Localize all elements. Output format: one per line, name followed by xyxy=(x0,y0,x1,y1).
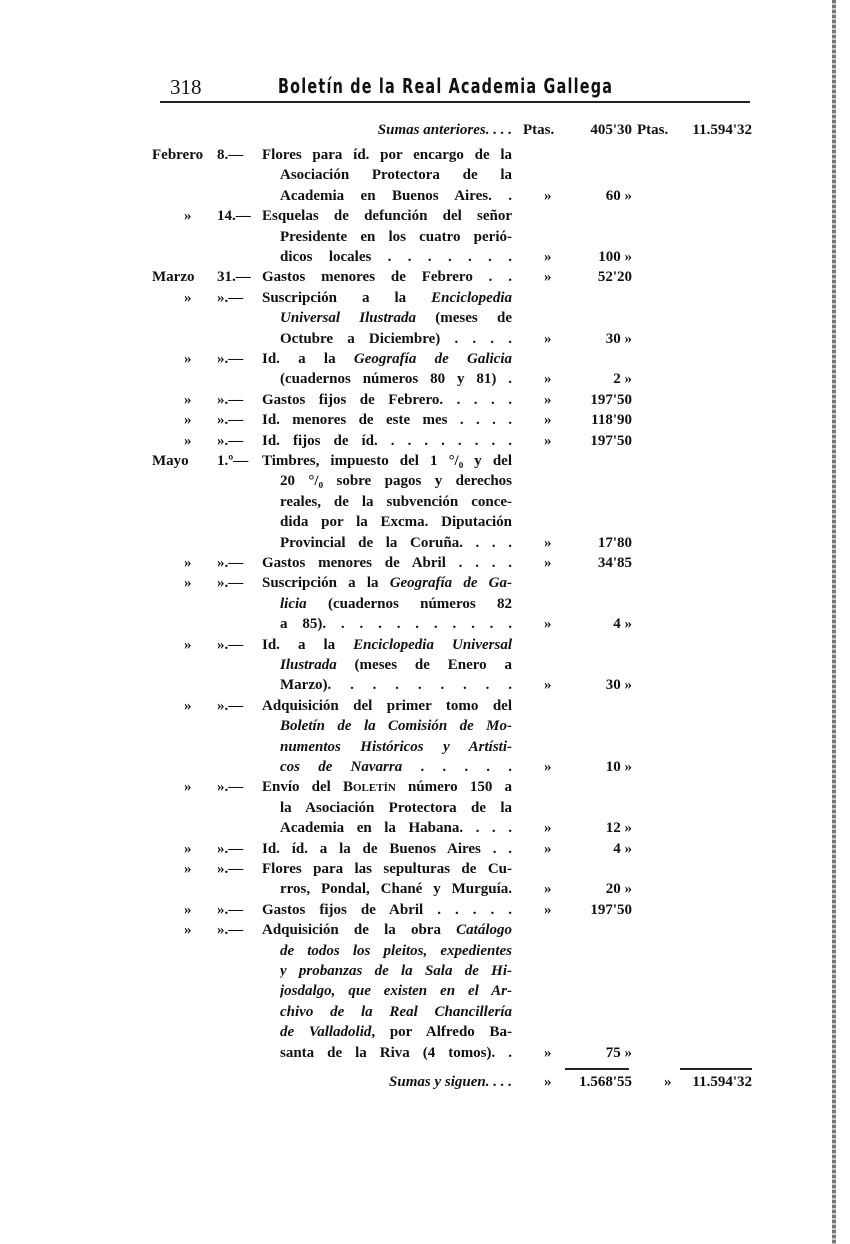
text-segment: Provincial de la Coruña. . . . xyxy=(280,534,512,551)
entry-text xyxy=(280,1022,512,1042)
text-segment: Suscripción a la xyxy=(262,289,432,306)
entry-month: » xyxy=(184,901,192,918)
entry-day: ».— xyxy=(217,840,244,857)
entry-text xyxy=(262,267,512,287)
totals-ditto-2: » xyxy=(664,1074,672,1090)
entry-text xyxy=(280,533,512,553)
text-segment: 20 °/₀ sobre pagos y derechos xyxy=(280,473,512,490)
entry-amount: 10 » xyxy=(605,759,632,775)
entry-text xyxy=(280,798,512,818)
text-segment: Id. fijos de íd. . . . . . . . . xyxy=(262,432,512,449)
entry-ditto: » xyxy=(544,616,552,633)
entry-line xyxy=(0,798,850,818)
entry-line xyxy=(0,145,850,165)
entry-line xyxy=(0,614,850,634)
entry-line xyxy=(0,675,850,695)
text-segment: rros, Pondal, Chané y Murguía. xyxy=(280,881,512,898)
text-segment: a 85). . . . . . . . . . . xyxy=(280,616,512,633)
entry-text xyxy=(262,696,512,716)
text-segment: Asociación Protectora de la xyxy=(280,167,512,184)
entry-line xyxy=(0,777,850,797)
running-title: Boletín de la Real Academia Gallega xyxy=(278,74,614,98)
page-number: 318 xyxy=(170,75,202,99)
entry-day: ».— xyxy=(217,351,244,367)
entry-line xyxy=(0,247,850,267)
entry-line xyxy=(0,961,850,981)
entry-ditto: » xyxy=(544,187,552,204)
entry-line xyxy=(0,696,850,716)
entry-month: » xyxy=(184,575,192,592)
entry-text xyxy=(280,879,512,899)
entry-line xyxy=(0,471,850,491)
header-rule xyxy=(160,101,750,103)
text-segment: Marzo). . . . . . . . . xyxy=(280,677,512,694)
entry-amount: 60 » xyxy=(605,187,632,204)
entry-day: ».— xyxy=(217,636,244,653)
entry-month: » xyxy=(184,555,192,571)
entry-day: ».— xyxy=(217,901,244,918)
entry-line xyxy=(0,737,850,757)
entry-line xyxy=(0,431,850,451)
entry-ditto: » xyxy=(544,759,552,775)
entry-line xyxy=(0,227,850,247)
italic-title: josdalgo, que existen en el Ar- xyxy=(280,983,512,1000)
entry-text xyxy=(280,512,512,532)
entry-line xyxy=(0,206,850,226)
entry-ditto: » xyxy=(544,534,552,551)
text-segment: santa de la Riva (4 tomos). . xyxy=(280,1044,512,1061)
entry-text xyxy=(280,655,512,675)
entry-text xyxy=(280,716,512,736)
text-segment: , por Alfredo Ba- xyxy=(371,1024,512,1041)
entry-day: ».— xyxy=(217,779,244,796)
text-segment: (meses de Enero a xyxy=(336,657,512,673)
entry-month: » xyxy=(184,432,192,449)
entry-ditto: » xyxy=(544,391,552,408)
entry-ditto: » xyxy=(544,412,552,429)
entry-line xyxy=(0,900,850,920)
italic-title: Universal Ilustrada xyxy=(280,310,416,327)
text-segment: Adquisición de la obra xyxy=(262,922,457,939)
entry-line xyxy=(0,818,850,838)
text-segment: Academia en Buenos Aires. . xyxy=(280,187,512,204)
entry-ditto: » xyxy=(544,1044,552,1061)
entry-month: » xyxy=(184,697,192,714)
entry-month: » xyxy=(184,922,192,939)
entry-line xyxy=(0,1043,850,1063)
entry-line xyxy=(0,288,850,308)
entry-text xyxy=(262,349,512,369)
entry-amount: 118'90 xyxy=(591,412,632,429)
entry-day: ».— xyxy=(217,861,244,877)
text-segment: (meses de xyxy=(415,310,512,327)
entry-text xyxy=(280,675,512,695)
entry-text xyxy=(262,206,512,226)
entry-amount: 75 » xyxy=(605,1044,632,1061)
entry-day: 8.— xyxy=(217,147,244,163)
entry-line xyxy=(0,329,850,349)
totals-label: Sumas y siguen. . . . xyxy=(389,1074,512,1090)
entry-amount: 100 » xyxy=(598,249,632,265)
text-segment: . . . . . xyxy=(402,759,512,775)
entry-line xyxy=(0,492,850,512)
carried-amount-1: 405'30 xyxy=(590,122,632,138)
entry-month: Mayo xyxy=(152,453,189,469)
entry-text xyxy=(262,288,512,308)
entry-amount: 12 » xyxy=(605,820,632,837)
entry-text xyxy=(280,594,512,614)
entry-line xyxy=(0,369,850,389)
entry-day: 14.— xyxy=(217,208,251,225)
entry-line xyxy=(0,757,850,777)
totals-ditto-1: » xyxy=(544,1074,552,1090)
entry-text xyxy=(280,981,512,1001)
entry-ditto: » xyxy=(544,901,552,918)
entry-text xyxy=(262,553,512,573)
entry-day: ».— xyxy=(217,432,244,449)
text-segment: dida por la Excma. Diputación xyxy=(280,514,512,531)
italic-title: cos de Navarra xyxy=(280,759,403,775)
text-segment: Gastos fijos de Abril . . . . . xyxy=(262,901,512,918)
text-segment: Presidente en los cuatro perió- xyxy=(280,228,512,245)
italic-title: de Valladolid xyxy=(280,1024,372,1041)
entry-amount: 197'50 xyxy=(590,391,632,408)
text-segment: Gastos fijos de Febrero. . . . . xyxy=(262,391,512,408)
italic-title: Ilustrada xyxy=(280,657,337,673)
entry-text xyxy=(262,573,512,593)
entry-line xyxy=(0,920,850,940)
entry-text xyxy=(262,777,512,797)
entry-amount: 2 » xyxy=(613,371,632,388)
entry-day: ».— xyxy=(217,289,244,306)
text-segment: Octubre a Diciembre) . . . . xyxy=(280,330,512,347)
entry-day: ».— xyxy=(217,575,244,592)
entry-ditto: » xyxy=(544,820,552,837)
entry-line xyxy=(0,186,850,206)
totals-amount-2: 11.594'32 xyxy=(692,1074,752,1090)
entry-month: Febrero xyxy=(152,147,204,163)
text-segment: Adquisición del primer tomo del xyxy=(262,697,512,714)
entry-text xyxy=(262,900,512,920)
text-segment: Academia en la Habana. . . . xyxy=(280,820,512,837)
entry-ditto: » xyxy=(544,881,552,898)
entry-text xyxy=(280,329,512,349)
totals-amount-1: 1.568'55 xyxy=(579,1074,632,1090)
entry-month: Marzo xyxy=(152,269,195,286)
italic-title: y probanzas de la Sala de Hi- xyxy=(280,963,512,979)
entry-line xyxy=(0,573,850,593)
entry-day: ».— xyxy=(217,697,244,714)
entry-ditto: » xyxy=(544,432,552,449)
text-segment: Boletín xyxy=(343,779,396,796)
entry-line xyxy=(0,716,850,736)
entry-ditto: » xyxy=(544,840,552,857)
entry-line xyxy=(0,655,850,675)
text-segment: Id. íd. a la de Buenos Aires . . xyxy=(262,840,512,857)
entry-month: » xyxy=(184,391,192,408)
entry-ditto: » xyxy=(544,677,552,694)
text-segment: Suscripción a la xyxy=(262,575,390,592)
text-segment: Id. a la xyxy=(262,351,354,367)
entry-text xyxy=(280,186,512,206)
entry-text xyxy=(280,818,512,838)
entry-line xyxy=(0,533,850,553)
entry-line xyxy=(0,512,850,532)
entry-text xyxy=(262,145,512,165)
entry-amount: 52'20 xyxy=(597,269,632,286)
entry-amount: 197'50 xyxy=(590,901,632,918)
entry-text xyxy=(280,227,512,247)
entry-line xyxy=(0,267,850,287)
entry-month: » xyxy=(184,289,192,306)
text-segment: Id. menores de este mes . . . . xyxy=(262,412,512,429)
entry-month: » xyxy=(184,412,192,429)
carried-label: Sumas anteriores. . . . xyxy=(377,122,512,138)
entry-amount: 17'80 xyxy=(597,534,632,551)
entry-text xyxy=(262,390,512,410)
text-segment: Esquelas de defunción del señor xyxy=(262,208,512,225)
entry-text xyxy=(262,431,512,451)
entry-amount: 4 » xyxy=(613,840,632,857)
italic-title: Geografía de Galicia xyxy=(353,351,512,367)
italic-title: chivo de la Real Chancillería xyxy=(280,1003,512,1020)
entry-month: » xyxy=(184,208,192,225)
entry-text xyxy=(280,369,512,389)
entry-text xyxy=(262,635,512,655)
entry-text xyxy=(280,961,512,981)
entry-line xyxy=(0,859,850,879)
currency-2: Ptas. xyxy=(637,122,669,138)
entry-month: » xyxy=(184,351,192,367)
text-segment: (cuadernos números 80 y 81) . xyxy=(280,371,512,388)
italic-title: Enciclopedia xyxy=(431,289,512,306)
entry-line xyxy=(0,308,850,328)
entry-ditto: » xyxy=(544,555,552,571)
text-segment: reales, de la subvención conce- xyxy=(280,493,512,510)
entry-month: » xyxy=(184,779,192,796)
entry-text xyxy=(280,165,512,185)
entry-text xyxy=(280,471,512,491)
entry-ditto: » xyxy=(544,249,552,265)
entry-amount: 34'85 xyxy=(597,555,632,571)
entry-line xyxy=(0,553,850,573)
entry-amount: 4 » xyxy=(613,616,632,633)
italic-title: Catálogo xyxy=(456,922,512,939)
entry-text xyxy=(280,1002,512,1022)
text-segment: Gastos menores de Abril . . . . xyxy=(262,555,512,571)
entry-line xyxy=(0,839,850,859)
entry-line xyxy=(0,981,850,1001)
entry-month: » xyxy=(184,636,192,653)
entry-line xyxy=(0,1022,850,1042)
entry-ditto: » xyxy=(544,269,552,286)
entry-month: » xyxy=(184,861,192,877)
entry-text xyxy=(280,247,512,267)
entry-amount: 197'50 xyxy=(590,432,632,449)
text-segment: Flores para íd. por encargo de la xyxy=(262,147,512,163)
total-rule-2 xyxy=(680,1068,752,1070)
entry-amount: 20 » xyxy=(605,881,632,898)
entry-text xyxy=(280,1043,512,1063)
entry-day: ».— xyxy=(217,555,244,571)
entry-line xyxy=(0,349,850,369)
entry-month: » xyxy=(184,840,192,857)
entry-day: 31.— xyxy=(217,269,251,286)
text-segment: (cuadernos números 82 xyxy=(306,595,512,612)
entry-text xyxy=(262,451,512,471)
entry-line xyxy=(0,410,850,430)
text-segment: Envío del xyxy=(262,779,343,796)
entry-line xyxy=(0,635,850,655)
entry-line xyxy=(0,165,850,185)
text-segment: Id. a la xyxy=(262,636,354,653)
text-segment: la Asociación Protectora de la xyxy=(280,799,512,816)
text-segment: dicos locales . . . . . . . xyxy=(280,249,512,265)
text-segment: Gastos menores de Febrero . . xyxy=(262,269,512,286)
entry-text xyxy=(262,920,512,940)
entry-amount: 30 » xyxy=(605,330,632,347)
italic-title: de todos los pleitos, expedientes xyxy=(280,942,512,959)
italic-title: Geografía de Ga- xyxy=(389,575,512,592)
entry-text xyxy=(280,614,512,634)
carried-amount-2: 11.594'32 xyxy=(692,122,752,138)
entry-line xyxy=(0,390,850,410)
entry-day: ».— xyxy=(217,412,244,429)
totals-row xyxy=(0,1072,850,1092)
text-segment: Timbres, impuesto del 1 °/₀ y del xyxy=(262,453,512,469)
entry-line xyxy=(0,451,850,471)
entry-line xyxy=(0,1002,850,1022)
entry-text xyxy=(280,492,512,512)
entry-day: ».— xyxy=(217,922,244,939)
entry-text xyxy=(262,839,512,859)
entry-day: ».— xyxy=(217,391,244,408)
entry-day: 1.º— xyxy=(217,453,249,469)
carried-forward-row xyxy=(0,120,850,140)
entry-text xyxy=(262,410,512,430)
entry-text xyxy=(280,941,512,961)
entry-text xyxy=(280,757,512,777)
entry-text xyxy=(262,859,512,879)
total-rule-1 xyxy=(565,1068,629,1070)
italic-title: numentos Históricos y Artísti- xyxy=(280,738,512,755)
italic-title: Boletín de la Comisión de Mo- xyxy=(280,718,512,735)
entry-line xyxy=(0,594,850,614)
entry-line xyxy=(0,879,850,899)
italic-title: licia xyxy=(280,595,307,612)
entry-ditto: » xyxy=(544,330,552,347)
italic-title: Enciclopedia Universal xyxy=(353,636,512,653)
text-segment: Flores para las sepulturas de Cu- xyxy=(262,861,512,877)
entry-text xyxy=(280,737,512,757)
entry-text xyxy=(280,308,512,328)
entry-amount: 30 » xyxy=(605,677,632,694)
entry-ditto: » xyxy=(544,371,552,388)
entry-line xyxy=(0,941,850,961)
currency-1: Ptas. xyxy=(523,122,555,138)
text-segment: número 150 a xyxy=(395,779,512,796)
